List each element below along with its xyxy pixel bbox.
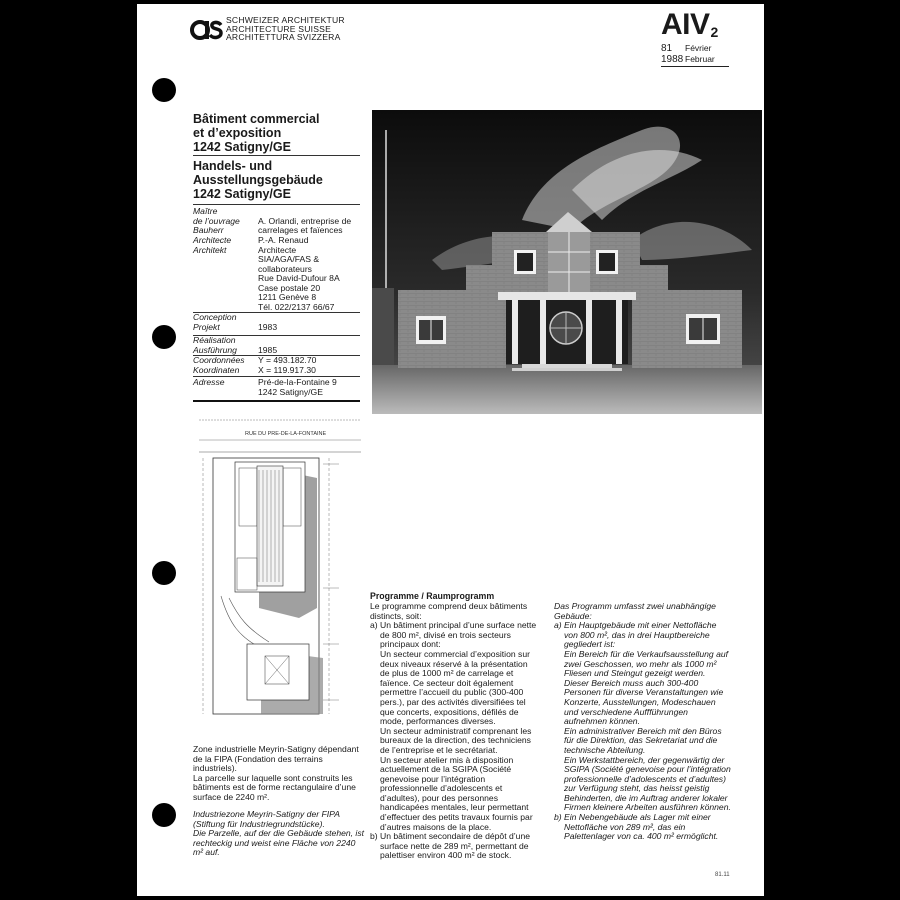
- building-photo: [372, 110, 762, 414]
- site-description-de: Industriezone Meyrin-Satigny der FIPA (Stiftung für Industriegrundstücke). Die Parzelle, auf der die Gebäude stehen, ist rechteckig und weist eine Fläche von 2240 m² auf.: [193, 809, 365, 858]
- programme-fr: Le programme comprend deux bâtiments distincts, soit: a) Un bâtiment principal d’une surface nette de 800 m², divisé en trois secteurs principaux dont: Un secteur commercial d’exposition sur deux niveaux réservé à la présentation de plus de 1000 m² de carrelage et faïence. Ce secteur doit également permettre l’accueil du public (300-400 pers.), par des activités diversifiées tel que concerts, expositions, défilés de mode, performances diverses. Un secteur administratif comprenant les bureaux de la direction, des techniciens de l’entreprise et le secrétariat. Un secteur atelier mis à disposition actuellement de la SGIPA (Société genevoise pour l’intégration professionnelle d’adolescents et d’adultes), pour des personnes handicapées mentales, leur permettant d’effectuer des petits travaux fournis par d’autres maisons de la place. b) Un bâtiment secondaire de dépôt d’une surface nette de 289 m², permettant de palettiser environ 400 m² de stock.: [370, 601, 537, 861]
- publisher-name: SCHWEIZER ARCHITEKTUR ARCHITECTURE SUISSE ARCHITETTURA SVIZZERA: [226, 15, 345, 43]
- programme-de: Das Programm umfasst zwei unabhängige Gebäude: a) Ein Hauptgebäude mit einer Nettofläche von 800 m², das in drei Hauptbereiche gegliedert ist: Ein Bereich für die Verkaufsausstellung auf zwei Geschossen, wo mehr als 1000 m² Fliesen und Steingut gezeigt werden. Dieser Bereich muss auch 300-400 Personen für diverse Veranstaltungen wie Konzerte, Ausstellungen, Modeschauen und verschiedene Auffführungen aufnehmen können. Ein administrativer Bereich mit den Büros für die Direktion, das Sekretariat und die technische Abteilung. Ein Werkstattbereich, der gegenwärtig der SGIPA (Société genevoise pour l’intégration professionnelle d’adolescents et d’adultes) zur Verfügung steht, das heisst geistig Behinderten, die im Auftrag anderer lokaler Firmen kleinere Arbeiten ausführen können. b) Ein Nebengebäude als Lager mit einer Nettofläche von 289 m², das ein Palettenlager von ca. 400 m² ermöglicht.: [554, 601, 731, 842]
- divider: [193, 155, 360, 156]
- binder-hole: [152, 78, 176, 102]
- binder-hole: [152, 325, 176, 349]
- as-logo: [190, 17, 224, 41]
- title-french: Bâtiment commercial et d’exposition 1242 Satigny/GE: [193, 112, 320, 154]
- street-label: RUE DU PRE-DE-LA-FONTAINE: [245, 431, 327, 437]
- programme-heading: Programme / Raumprogramm: [370, 591, 495, 601]
- site-plan: [199, 418, 361, 726]
- divider: [193, 204, 360, 205]
- site-description-fr: Zone industrielle Meyrin-Satigny dépendant de la FIPA (Fondation des terrains industriels). La parcelle sur laquelle sont construits les bâtiments est de forme rectangulaire d’une surface de 2240 m².: [193, 744, 359, 802]
- title-german: Handels- und Ausstellungsgebäude 1242 Satigny/GE: [193, 159, 323, 201]
- page-reference: 81.11: [715, 872, 730, 878]
- issue-underline: [661, 66, 729, 67]
- binder-hole: [152, 803, 176, 827]
- series-code: $AIV_2$: [661, 8, 718, 41]
- issue-info: 81 1988 Février Februar: [661, 43, 715, 65]
- divider: [193, 400, 360, 402]
- binder-hole: [152, 561, 176, 585]
